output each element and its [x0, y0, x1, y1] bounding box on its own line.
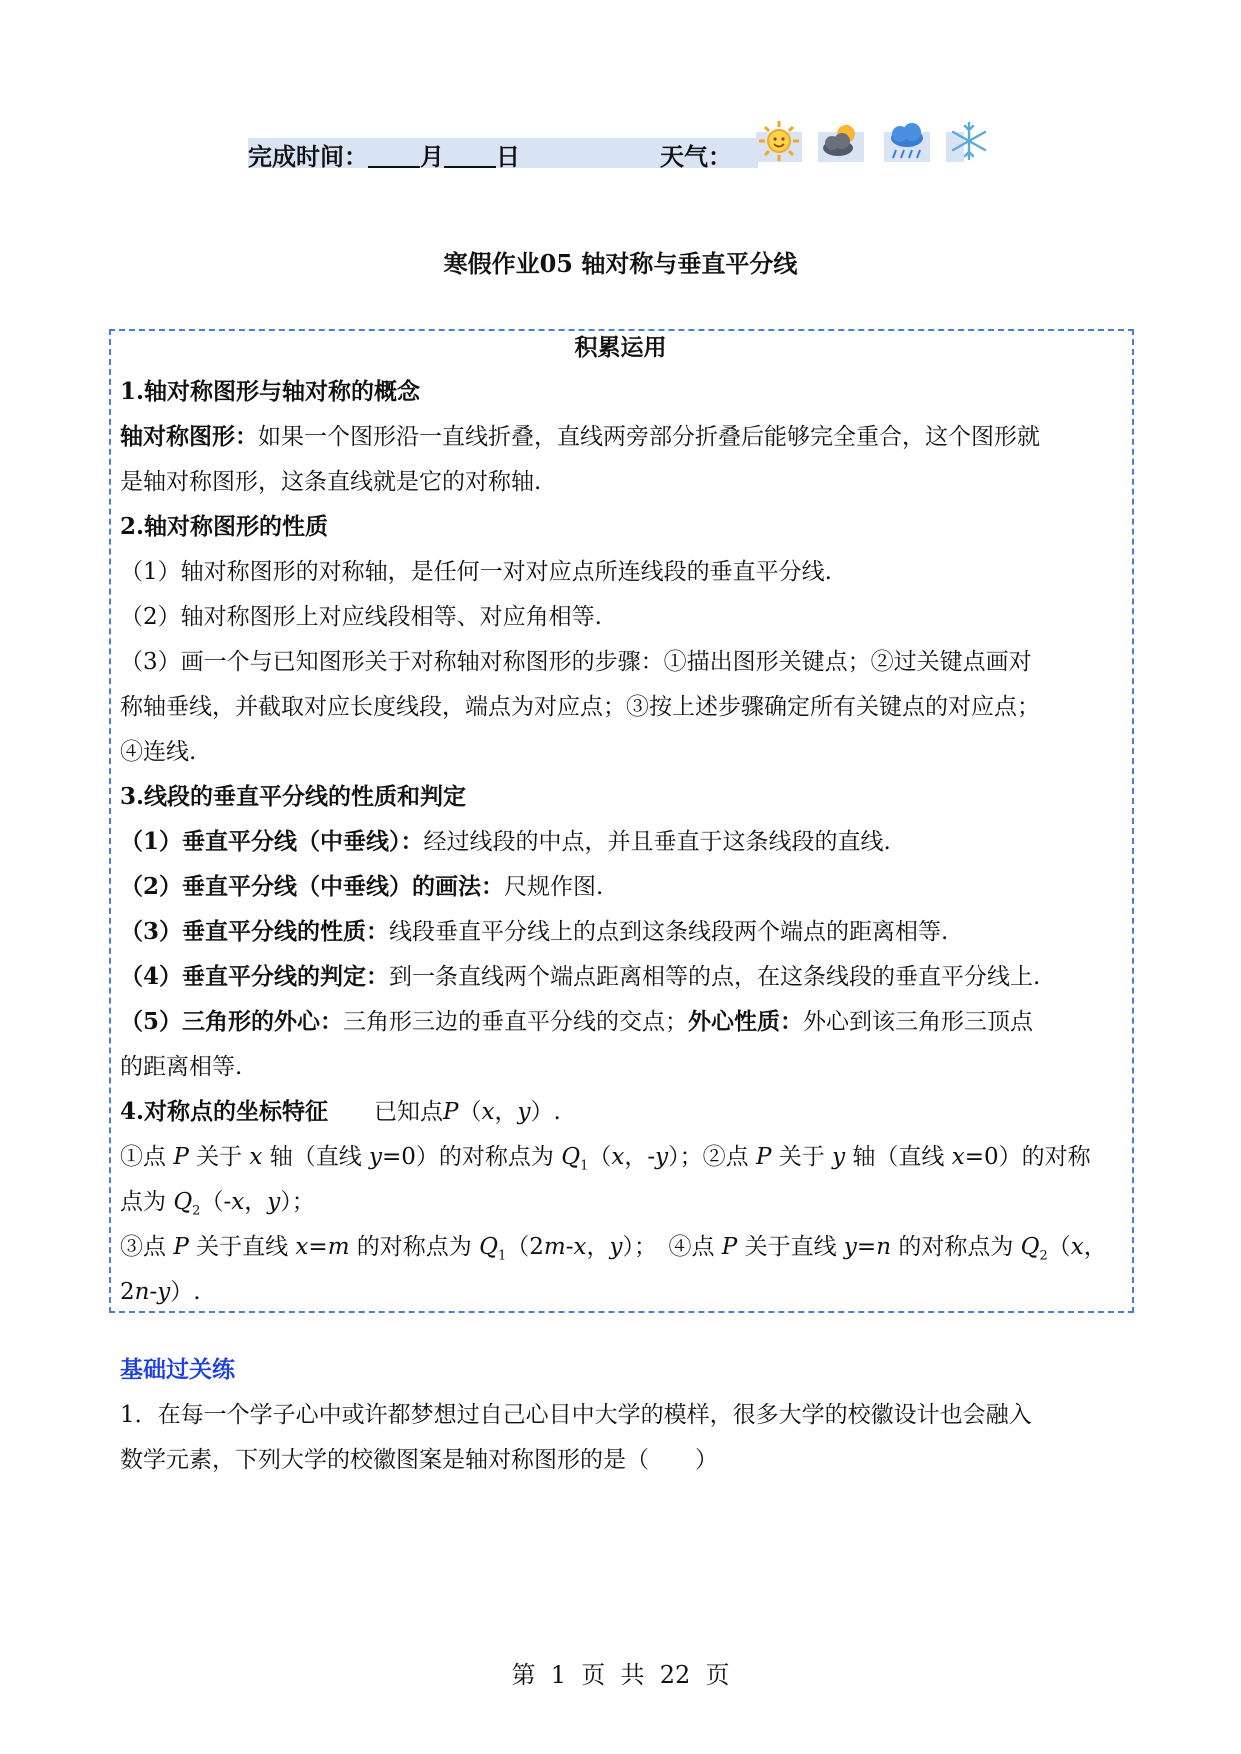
term: （5）三角形的外心： [120, 1008, 344, 1035]
section-1-title: 1.轴对称图形与轴对称的概念 [120, 378, 421, 405]
text: 线段垂直平分线上的点到这条线段两个端点的距离相等. [389, 919, 949, 945]
section-2-point-1: （1）轴对称图形的对称轴，是任何一对对应点所连线段的垂直平分线. [120, 559, 832, 585]
section-3-point-5-cont: 的距离相等. [120, 1054, 243, 1080]
box-heading: 积累运用 [574, 334, 667, 361]
section-3-point-1 [120, 825, 891, 859]
text: 经过线段的中点，并且垂直于这条线段的直线. [423, 829, 891, 855]
page-title: 寒假作业05 轴对称与垂直平分线 [443, 249, 798, 278]
section-2-title: 2.轴对称图形的性质 [120, 513, 329, 540]
text: 如果一个图形沿一直线折叠，直线两旁部分折叠后能够完全重合，这个图形就 [258, 424, 1040, 450]
term: （3）垂直平分线的性质： [120, 918, 390, 945]
rain-icon[interactable] [884, 118, 930, 164]
section-3-title: 3.线段的垂直平分线的性质和判定 [120, 783, 467, 810]
section-3-point-5 [120, 1005, 1033, 1039]
text: 尺规作图. [504, 874, 604, 900]
completion-label: 完成时间： [248, 142, 368, 171]
term: 轴对称图形： [120, 423, 258, 450]
month-blank[interactable] [368, 144, 420, 168]
question-1-line-1: 1．在每一个学子心中或许都梦想过自己心目中大学的模样，很多大学的校徽设计也会融入 [120, 1402, 1032, 1428]
section-2-point-2: （2）轴对称图形上对应线段相等、对应角相等. [120, 604, 602, 630]
section-3-point-3 [120, 915, 948, 949]
day-label: 日 [496, 142, 520, 171]
term: （4）垂直平分线的判定： [120, 963, 390, 990]
section-4-title: 4.对称点的坐标特征 [120, 1098, 329, 1125]
question-1-line-2: 数学元素，下列大学的校徽图案是轴对称图形的是（ ） [120, 1447, 718, 1473]
section-4-line-3: ③点 P 关于直线 x=m 的对称点为 $Q_1(2m-x$，y）； ④点 P 关于直线 y=n 的对称点为 $Q_2(x$， [120, 1234, 1107, 1264]
day-blank[interactable] [444, 144, 496, 168]
page-footer: 第 1 页 共 22 页 [511, 1661, 730, 1689]
section-2-point-3a: （3）画一个与已知图形关于对称轴对称图形的步骤：①描出图形关键点；②过关键点画对 [120, 649, 1032, 675]
text: 外心到该三角形三顶点 [803, 1009, 1034, 1035]
section-3-point-4 [120, 960, 1040, 994]
section-4-line-1: ①点 P 关于 x 轴（直线 y=0）的对称点为 $Q_1(x$，-y）；②点 P 关于 y 轴（直线 x=0）的对称 [120, 1144, 1091, 1174]
section-2-point-3b: 称轴垂线，并截取对应长度线段，端点为对应点；③按上述步骤确定所有关键点的对应点； [120, 694, 1040, 720]
section-1-line-2: 是轴对称图形，这条直线就是它的对称轴. [120, 469, 542, 495]
given: 已知点 [374, 1099, 444, 1125]
section-4-line-4: 2n-y）. [120, 1279, 201, 1305]
snowflake-icon[interactable] [946, 118, 992, 164]
completion-time [248, 137, 520, 172]
month-label: 月 [420, 142, 444, 171]
term: （2）垂直平分线（中垂线）的画法： [120, 873, 505, 900]
term: 外心性质： [688, 1008, 804, 1035]
section-4-line-2: 点为 $Q_2(-x$，y）； [120, 1189, 315, 1219]
partly-cloudy-icon[interactable] [818, 118, 864, 164]
section-2-point-3c: ④连线. [120, 739, 197, 765]
text: 到一条直线两个端点距离相等的点，在这条线段的垂直平分线上. [389, 964, 1041, 990]
term: （1）垂直平分线（中垂线）： [120, 828, 424, 855]
section-3-point-2 [120, 870, 603, 904]
weather-label: 天气： [660, 142, 732, 171]
section-1-line-1 [120, 420, 1040, 454]
practice-heading: 基础过关练 [120, 1356, 235, 1383]
section-4-title-line: 4.对称点的坐标特征 已知点P（x，y）. [120, 1098, 561, 1125]
sun-icon[interactable] [756, 118, 802, 164]
text: 三角形三边的垂直平分线的交点； [343, 1009, 689, 1035]
